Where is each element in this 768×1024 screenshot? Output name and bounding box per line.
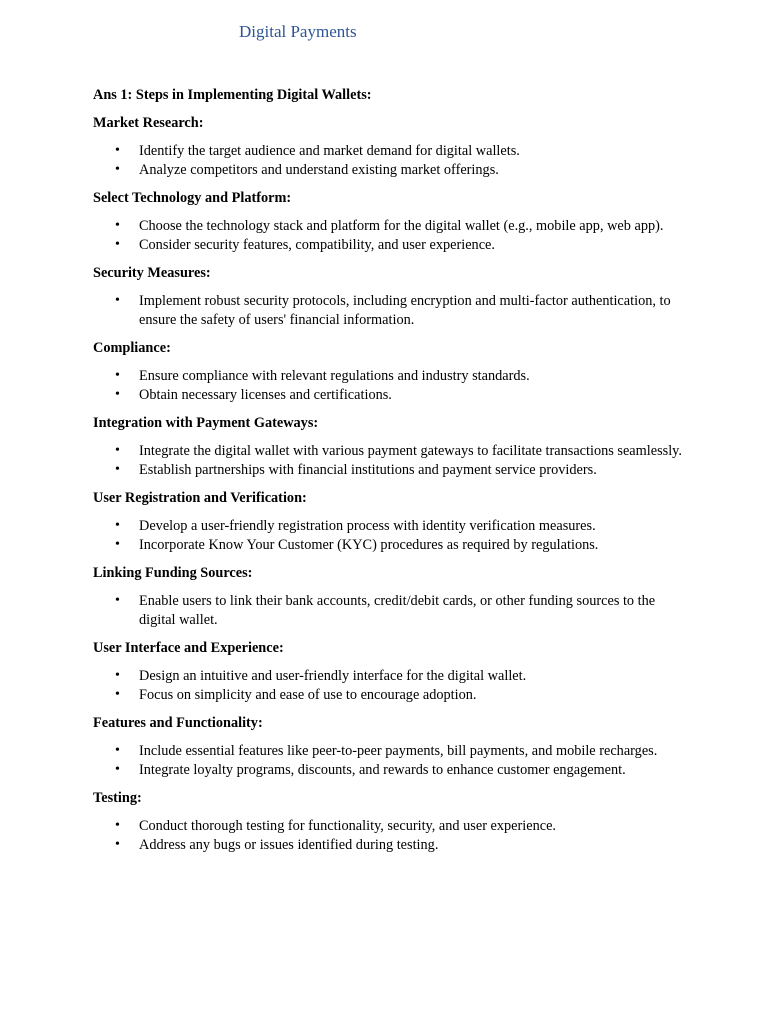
section-heading: Linking Funding Sources: bbox=[93, 564, 253, 581]
bullet-icon: • bbox=[115, 743, 120, 758]
section-heading: User Interface and Experience: bbox=[93, 639, 284, 656]
list-item-text: Address any bugs or issues identified during testing. bbox=[139, 836, 439, 853]
sections-container bbox=[93, 114, 683, 855]
bullet-icon: • bbox=[115, 218, 120, 233]
section-heading: Select Technology and Platform: bbox=[93, 189, 292, 206]
section-heading: Features and Functionality: bbox=[93, 714, 263, 731]
section-heading: Compliance: bbox=[93, 339, 171, 356]
bullet-list bbox=[93, 442, 683, 479]
list-item bbox=[93, 667, 684, 686]
list-item-text: Incorporate Know Your Customer (KYC) procedures as required by regulations. bbox=[139, 536, 599, 553]
list-item bbox=[93, 292, 684, 329]
section-heading: Market Research: bbox=[93, 114, 204, 131]
list-item-text: Consider security features, compatibility, and user experience. bbox=[139, 236, 495, 253]
bullet-list bbox=[93, 292, 683, 329]
bullet-list bbox=[93, 592, 683, 629]
bullet-list bbox=[93, 367, 683, 404]
bullet-list bbox=[93, 217, 683, 254]
list-item-text: Include essential features like peer-to-peer payments, bill payments, and mobile recharges. bbox=[139, 743, 658, 759]
list-item bbox=[93, 161, 684, 180]
list-item bbox=[93, 686, 684, 705]
bullet-icon: • bbox=[115, 686, 120, 702]
bullet-list bbox=[93, 667, 683, 704]
list-item-text: Identify the target audience and market demand for digital wallets. bbox=[139, 143, 520, 159]
list-item bbox=[93, 142, 684, 161]
list-item-text: Analyze competitors and understand existing market offerings. bbox=[139, 161, 499, 178]
list-item-text: Establish partnerships with financial institutions and payment service providers. bbox=[139, 461, 597, 478]
bullet-list bbox=[93, 142, 683, 179]
section-heading: Testing: bbox=[93, 789, 142, 806]
list-item bbox=[93, 236, 684, 255]
bullet-icon: • bbox=[115, 236, 120, 252]
section-heading: Security Measures: bbox=[93, 264, 211, 281]
answer-heading: Ans 1: Steps in Implementing Digital Wallets: bbox=[93, 87, 372, 103]
bullet-icon: • bbox=[115, 536, 120, 552]
list-item-text: Develop a user-friendly registration process with identity verification measures. bbox=[139, 518, 596, 534]
list-item bbox=[93, 517, 684, 536]
list-item-text: Focus on simplicity and ease of use to encourage adoption. bbox=[139, 686, 477, 703]
bullet-list bbox=[93, 742, 683, 779]
list-item bbox=[93, 742, 684, 761]
list-item bbox=[93, 836, 684, 855]
bullet-icon: • bbox=[115, 161, 120, 177]
document-body bbox=[93, 86, 683, 864]
bullet-icon: • bbox=[115, 461, 120, 477]
list-item-text: Choose the technology stack and platform for the digital wallet (e.g., mobile app, web app). bbox=[139, 218, 664, 234]
list-item bbox=[93, 367, 684, 386]
section-heading: User Registration and Verification: bbox=[93, 489, 307, 506]
bullet-icon: • bbox=[115, 443, 120, 458]
list-item-text: Integrate the digital wallet with various payment gateways to facilitate transactions seamlessly. bbox=[139, 443, 682, 459]
bullet-icon: • bbox=[115, 293, 120, 308]
bullet-icon: • bbox=[115, 593, 120, 608]
bullet-list bbox=[93, 817, 683, 854]
bullet-list bbox=[93, 517, 683, 554]
bullet-icon: • bbox=[115, 668, 120, 683]
section-heading: Integration with Payment Gateways: bbox=[93, 414, 319, 431]
list-item-text: Ensure compliance with relevant regulations and industry standards. bbox=[139, 368, 530, 384]
bullet-icon: • bbox=[115, 386, 120, 402]
bullet-icon: • bbox=[115, 368, 120, 383]
document-title: Digital Payments bbox=[239, 22, 357, 41]
bullet-icon: • bbox=[115, 143, 120, 158]
list-item bbox=[93, 592, 684, 629]
bullet-icon: • bbox=[115, 761, 120, 777]
list-item bbox=[93, 817, 684, 836]
list-item bbox=[93, 536, 684, 555]
bullet-icon: • bbox=[115, 518, 120, 533]
list-item-text: Conduct thorough testing for functionality, security, and user experience. bbox=[139, 818, 557, 834]
list-item-text: Design an intuitive and user-friendly interface for the digital wallet. bbox=[139, 668, 527, 684]
bullet-icon: • bbox=[115, 836, 120, 852]
list-item bbox=[93, 761, 684, 780]
list-item bbox=[93, 217, 684, 236]
list-item-text: Obtain necessary licenses and certifications. bbox=[139, 386, 392, 403]
list-item-text: Implement robust security protocols, including encryption and multi-factor authentication, to ensure the safety of users' financial information. bbox=[139, 293, 671, 328]
list-item bbox=[93, 442, 684, 461]
list-item bbox=[93, 386, 684, 405]
list-item-text: Integrate loyalty programs, discounts, and rewards to enhance customer engagement. bbox=[139, 761, 626, 778]
list-item bbox=[93, 461, 684, 480]
bullet-icon: • bbox=[115, 818, 120, 833]
list-item-text: Enable users to link their bank accounts, credit/debit cards, or other funding sources to the digital wallet. bbox=[139, 593, 656, 628]
